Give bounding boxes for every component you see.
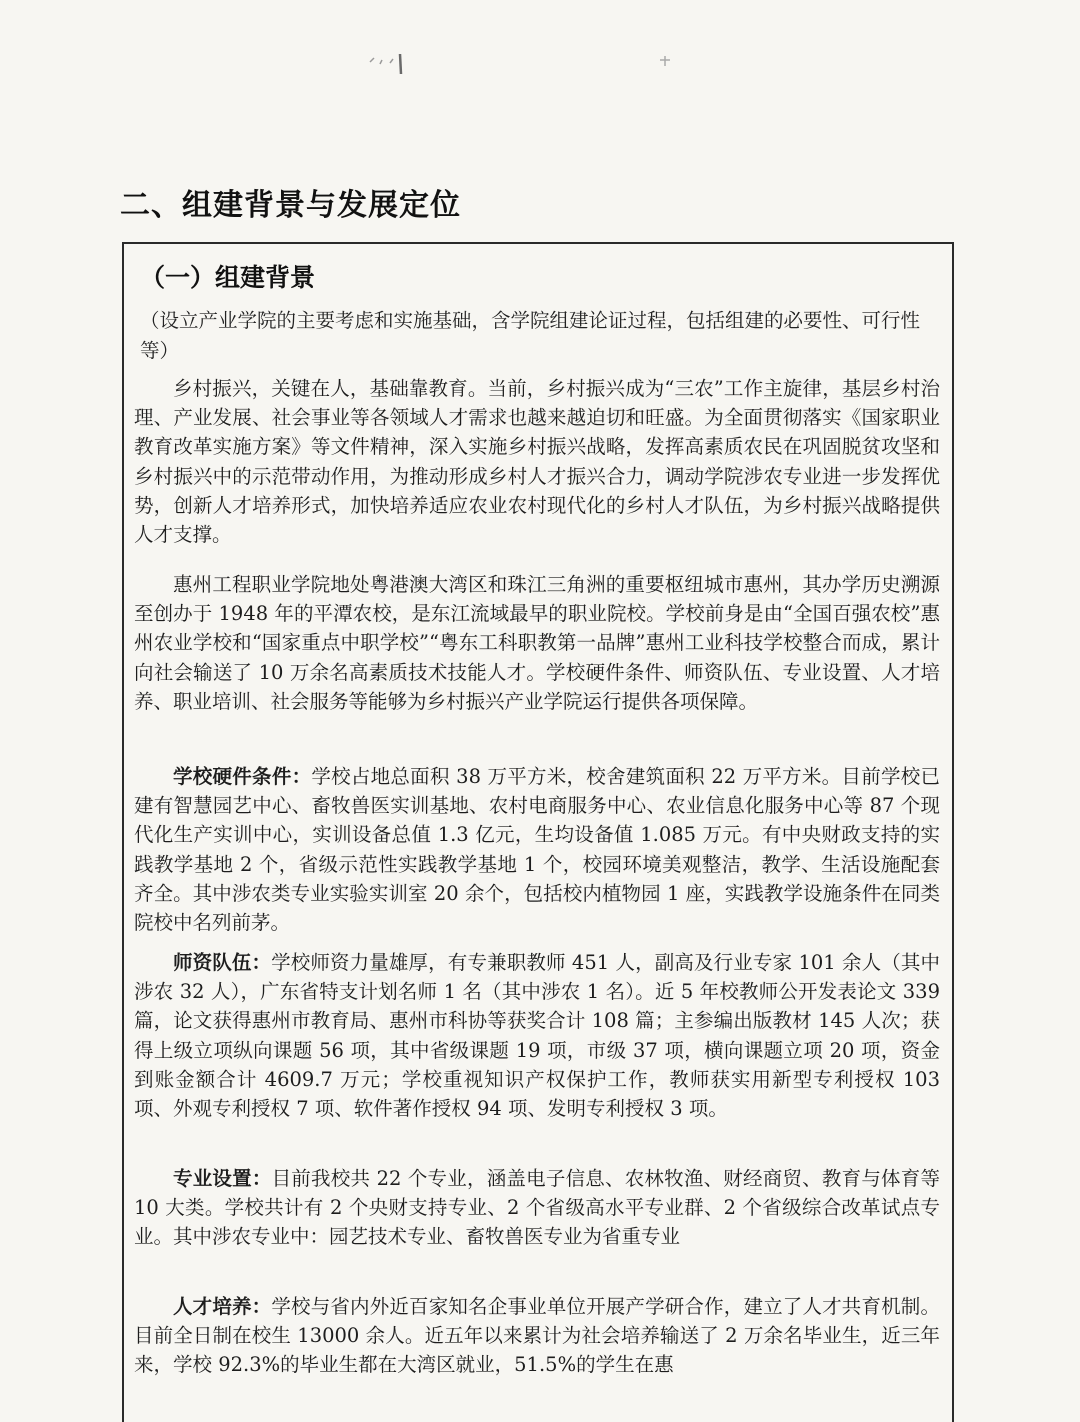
paragraph-school-overview bbox=[134, 570, 940, 716]
paragraph-label: 学校硬件条件： bbox=[173, 765, 312, 788]
scan-artifact-marks bbox=[360, 48, 720, 78]
paragraph-text: 乡村振兴，关键在人，基础靠教育。当前，乡村振兴成为“三农”工作主旋律，基层乡村治理、产业发展、社会事业等各领域人才需求也越来越迫切和旺盛。为全面贯彻落实《国家职业教育改革实施方案》等文件精神，深入实施乡村振兴战略，发挥高素质农民在巩固脱贫攻坚和乡村振兴中的示范带动作用，为推动形成乡村人才振兴合力，调动学院涉农专业进一步发挥优势，创新人才培养形式，加快培养适应农业农村现代化的乡村人才队伍，为乡村振兴战略提供人才支撑。 bbox=[134, 377, 940, 547]
paragraph-majors bbox=[134, 1164, 940, 1252]
paragraph-rural-revitalization bbox=[134, 374, 940, 549]
instruction-note: （设立产业学院的主要考虑和实施基础，含学院组建论证过程，包括组建的必要性、可行性等） bbox=[140, 309, 921, 362]
subsection-heading: （一）组建背景 bbox=[140, 263, 316, 292]
paragraph-text: 学校占地总面积 38 万平方米，校舍建筑面积 22 万平方米。目前学校已建有智慧园艺中心、畜牧兽医实训基地、农村电商服务中心、农业信息化服务中心等 87 个现代化生产实训中心，实训设备总值 1.3 亿元，生均设备值 1.085 万元。有中央财政支持的实践教学基地 2 个，省级示范性实践教学基地 1 个，校园环境美观整洁，教学、生活设施配套齐全。其中涉农类专业实验实训室 20 余个，包括校内植物园 1 座，实践教学设施条件在同类院校中名列前茅。 bbox=[134, 765, 940, 935]
paragraph-text: 惠州工程职业学院地处粤港澳大湾区和珠江三角洲的重要枢纽城市惠州，其办学历史溯源至创办于 1948 年的平潭农校，是东江流域最早的职业院校。学校前身是由“全国百强农校”惠州农业学校和“国家重点中职学校”“粤东工科职教第一品牌”惠州工业科技学校整合而成，累计向社会输送了 10 万余名高素质技术技能人才。学校硬件条件、师资队伍、专业设置、人才培养、职业培训、社会服务等能够为乡村振兴产业学院运行提供各项保障。 bbox=[134, 573, 940, 713]
paragraph-hardware-conditions bbox=[134, 762, 940, 937]
paragraph-label: 专业设置： bbox=[173, 1167, 272, 1190]
section-heading: 二、组建背景与发展定位 bbox=[120, 188, 461, 223]
paragraph-label: 人才培养： bbox=[173, 1295, 272, 1318]
paragraph-faculty bbox=[134, 948, 940, 1123]
paragraph-talent-cultivation bbox=[134, 1292, 940, 1380]
paragraph-text: 学校师资力量雄厚，有专兼职教师 451 人，副高及行业专家 101 余人（其中涉农 32 人），广东省特支计划名师 1 名（其中涉农 1 名）。近 5 年校教师公开发表论文 339 篇，论文获得惠州市教育局、惠州市科协等获奖合计 108 篇；主参编出版教材 145 人次；获得上级立项纵向课题 56 项，其中省级课题 19 项，市级 37 项，横向课题立项 20 项，资金到账金额合计 4609.7 万元；学校重视知识产权保护工作，教师获实用新型专利授权 103 项、外观专利授权 7 项、软件著作授权 94 项、发明专利授权 3 项。 bbox=[134, 951, 940, 1121]
paragraph-text: 学校与省内外近百家知名企事业单位开展产学研合作，建立了人才共育机制。目前全日制在校生 13000 余人。近五年以来累计为社会培养输送了 2 万余名毕业生，近三年来，学校 92.3%的毕业生都在大湾区就业，51.5%的学生在惠 bbox=[134, 1295, 940, 1377]
paragraph-label: 师资队伍： bbox=[173, 951, 272, 974]
paragraph-text: 目前我校共 22 个专业，涵盖电子信息、农林牧渔、财经商贸、教育与体育等 10 大类。学校共计有 2 个央财支持专业、2 个省级高水平专业群、2 个省级综合改革试点专业。其中涉农专业中：园艺技术专业、畜牧兽医专业为省重专业 bbox=[134, 1167, 940, 1249]
